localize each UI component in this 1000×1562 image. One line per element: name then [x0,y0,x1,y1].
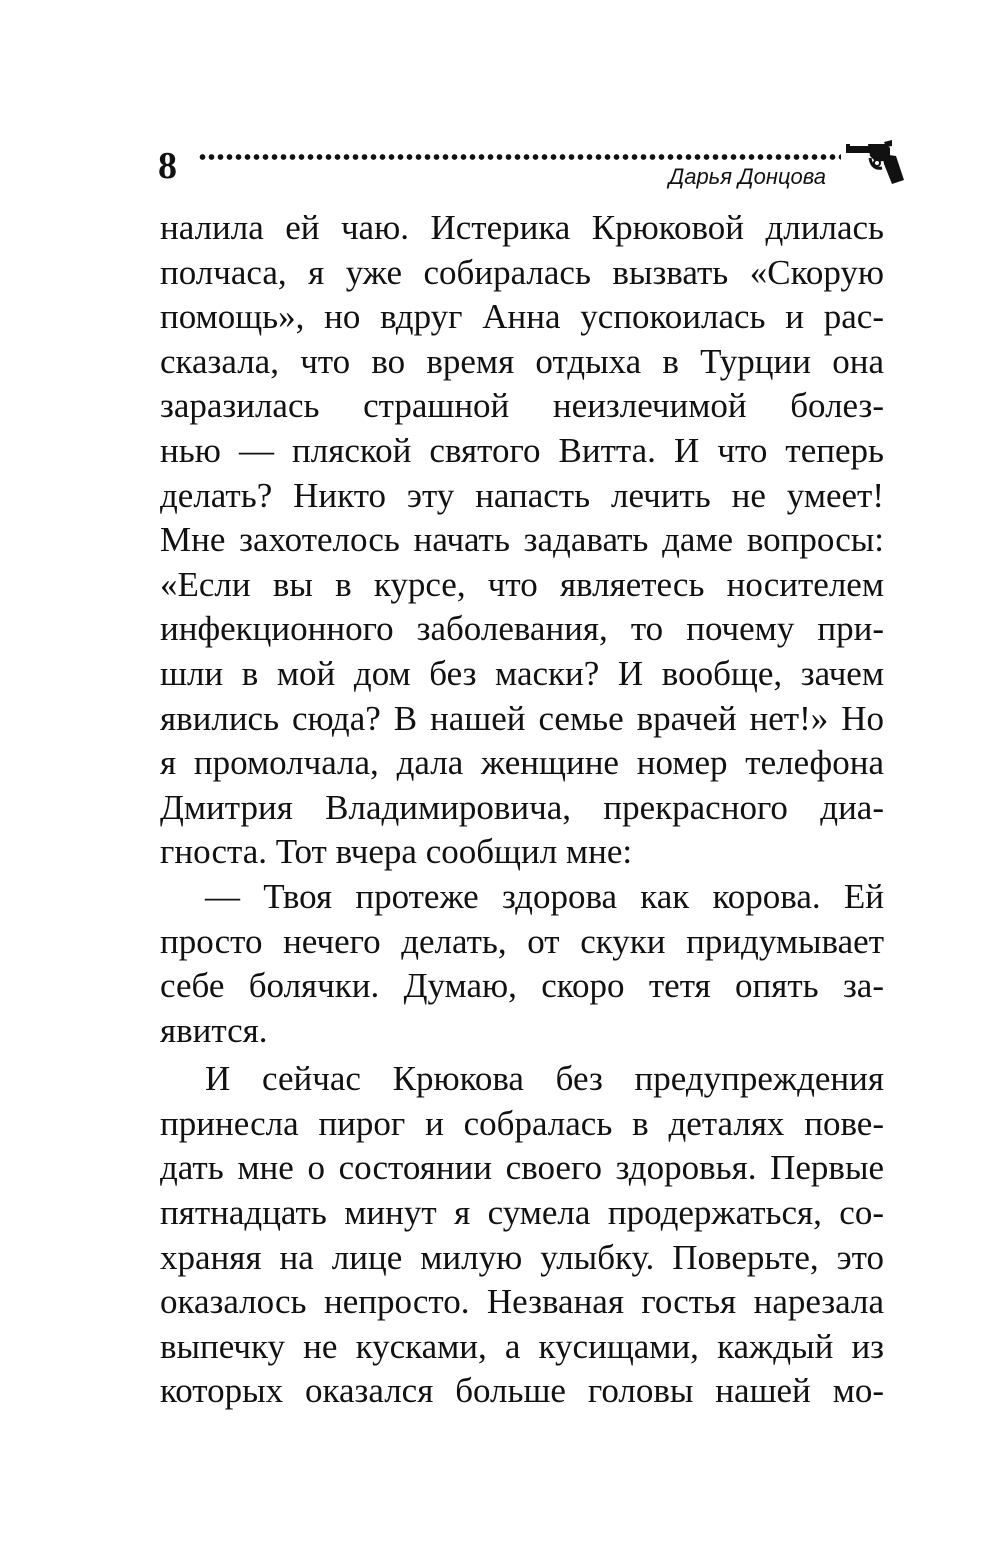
text-line: полчаса, я уже собиралась вызвать «Скорую [160,252,884,292]
author-name: Дарья Донцова [668,164,826,189]
text-line: Дмитрия Владимировича, прекрасного диа- [160,787,884,827]
text-line: явится. [160,1010,268,1050]
text-line: инфекционного заболевания, то почему при- [160,609,884,649]
text-line: шли в мой дом без маски? И вообще, зачем [160,653,884,693]
dot-leader-divider [198,153,841,161]
text-line: нью — пляской святого Витта. И что теперь [160,430,884,470]
text-line: налила ей чаю. Истерика Крюковой длилась [160,208,884,247]
paragraph [160,206,884,875]
text-line: себе болячки. Думаю, скоро тетя опять за- [160,966,884,1006]
text-line: принесла пирог и собралась в деталях пове- [160,1103,884,1143]
body-text [160,206,884,1414]
text-line: помощь», но вдруг Анна успокоилась и рас- [160,297,884,337]
text-line: сказала, что во время отдыха в Турции она [160,341,884,381]
text-line: «Если вы в курсе, что являетесь носителем [160,564,884,604]
text-line: пятнадцать минут я сумела продержаться, со- [160,1193,884,1233]
text-line: дать мне о состоянии своего здоровья. Первые [160,1148,884,1188]
text-line: я промолчала, дала женщине номер телефона [160,743,884,783]
text-line: выпечку не кусками, а кусищами, каждый из [160,1326,884,1366]
text-line: явились сюда? В нашей семье врачей нет!» Но [160,698,884,738]
text-line: Мне захотелось начать задавать даме вопросы: [160,520,884,560]
text-line: которых оказался больше головы нашей мо- [160,1371,884,1411]
text-line: храняя на лице милую улыбку. Поверьте, это [160,1237,884,1277]
page-number: 8 [158,145,177,187]
paragraph [160,875,884,1053]
text-line: гноста. Тот вчера сообщил мне: [160,832,633,872]
revolver-icon [846,140,904,186]
running-header [158,140,906,200]
text-line: И сейчас Крюкова без предупреждения [205,1059,884,1099]
paragraph [160,1057,884,1414]
text-line: делать? Никто эту напасть лечить не умеет! [160,475,884,515]
text-line: заразилась страшной неизлечимой болез- [160,386,884,426]
text-line: — Твоя протеже здорова как корова. Ей [205,876,884,916]
text-line: оказалось непросто. Незваная гостья нарезала [160,1282,884,1322]
text-line: просто нечего делать, от скуки придумывает [160,921,884,961]
